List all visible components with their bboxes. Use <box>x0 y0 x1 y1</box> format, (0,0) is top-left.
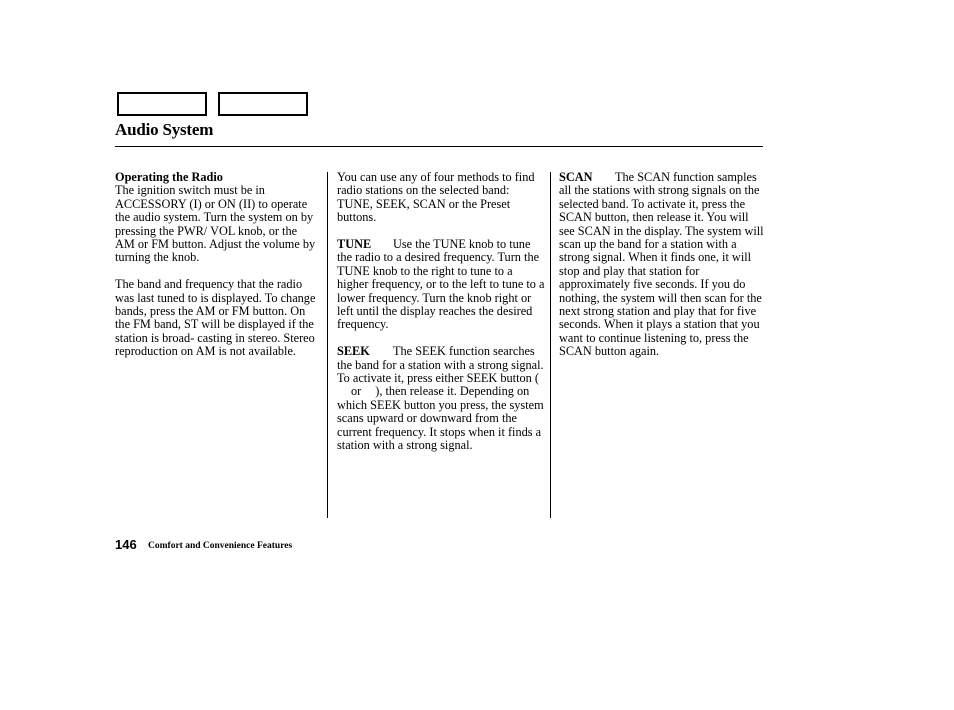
seek-or: or <box>351 384 362 399</box>
section-heading: Operating the Radio <box>115 170 223 184</box>
term-seek: SEEK <box>337 344 370 359</box>
page-title: Audio System <box>115 120 214 139</box>
scan-description: The SCAN function samples all the stations with strong signals on the selected band. To activate it, press the SCAN button, then release it. You will see SCAN in the display. The system will scan up the band for a station with a strong signal. When it finds one, it will stop and play that station for approximately five seconds. If you do nothing, the system will then scan for the next strong station and play that for five seconds. When it plays a station that you want to continue listening to, press the SCAN button again. <box>559 170 764 359</box>
paragraph-seek <box>337 345 545 452</box>
title-rule <box>115 146 763 147</box>
term-tune: TUNE <box>337 237 372 252</box>
term-scan: SCAN <box>559 170 593 184</box>
seek-description-b: ), then release it. Depending on which SEEK button you press, the system scans upward or downward from the current frequency. It stops when it finds a station with a strong signal. <box>337 384 544 453</box>
nav-tab-box-1[interactable] <box>117 92 207 116</box>
nav-tab-box-2[interactable] <box>218 92 308 116</box>
paragraph-band: The band and frequency that the radio was last tuned to is displayed. To change bands, press the AM or FM button. On the FM band, ST will be displayed if the station is broad- casting in stereo. Stereo reproduction on AM is not available. <box>115 277 316 359</box>
column-divider-1 <box>327 172 328 518</box>
paragraph-methods: You can use any of four methods to find radio stations on the selected band: TUNE, SEEK, SCAN or the Preset buttons. <box>337 170 535 225</box>
tune-description: Use the TUNE knob to tune the radio to a desired frequency. Turn the TUNE knob to the right to tune to a higher frequency, or to the left to tune to a lower frequency. Turn the knob right or left until the display reaches the desired frequency. <box>337 237 545 332</box>
page-number: 146 <box>115 537 137 552</box>
seek-description-a: The SEEK function searches the band for a station with a strong signal. To activate it, press either SEEK button ( <box>337 344 544 386</box>
paragraph-scan <box>559 171 764 359</box>
paragraph-tune <box>337 238 545 332</box>
column-middle <box>337 171 545 466</box>
footer-section-title: Comfort and Convenience Features <box>148 541 293 551</box>
column-left <box>115 171 319 372</box>
column-divider-2 <box>550 172 551 518</box>
paragraph-ignition: The ignition switch must be in ACCESSORY (I) or ON (II) to operate the audio system. Turn the system on by pressing the PWR/ VOL knob, or the AM or FM button. Adjust the volume by turning the knob. <box>115 183 316 265</box>
column-right <box>559 171 764 372</box>
